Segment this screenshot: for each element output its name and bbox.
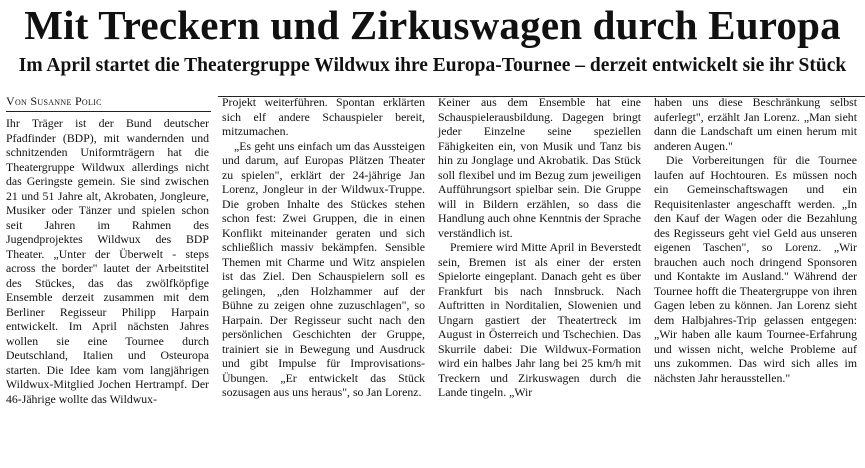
subheadline: Im April startet die Theatergruppe Wildwux ihre Europa-Tournee – derzeit entwickelt sie ihr Stück bbox=[18, 55, 847, 76]
paragraph: haben uns diese Beschränkung selbst auferlegt", erzählt Jan Lorenz. „Man sieht dann die Landschaft um einen herum mit anderen Augen." bbox=[654, 95, 857, 153]
article-column-4 bbox=[654, 95, 857, 385]
article-column-3 bbox=[438, 95, 641, 400]
paragraph: Die Vorbereitungen für die Tournee laufen auf Hochtouren. Es müssen noch ein Gemeinschaftswagen und ein Requisitenlaster angeschafft werden. „In den Kauf der Wagen oder die Bezahlung des Regisseurs geht viel Geld aus unseren eigenen Taschen", so Lorenz. „Wir brauchen auch noch dringend Sponsoren und Kontakte im Ausland." Während der Tournee hofft die Theatergruppe von ihren Gagen leben zu können. Jan Lorenz sieht dem Halbjahres-Trip gelassen entgegen: „Wir haben alle kaum Tournee-Erfahrung und wissen nicht, welche Probleme auf uns zukommen. Das wird sich alles im nächsten Jahr herausstellen." bbox=[654, 153, 857, 385]
paragraph: Ihr Träger ist der Bund deutscher Pfadfinder (BDP), mit wandernden und schnitzenden Uniformträgern hat die Theatergruppe Wildwux allerdings nicht das Geringste gemein. Sie sind zwischen 21 und 51 Jahre alt, Akrobaten, Jongleure, Musiker oder Tänzer und spielen schon seit Jahren im Rahmen des Jugendprojektes Wildwux des BDP Theater. „Unter der Überwelt - steps across the border" lautet der Arbeitstitel des Stückes, das das zwölfköpfige Ensemble derzeit zusammen mit dem Berliner Regisseur Philipp Harpain entwickelt. Im April nächsten Jahres wollen sie eine Tournee durch Deutschland, Italien und Osteuropa starten. Die Idee kam vom langjährigen Wildwux-Mitglied Jochen Hertrampf. Der 46-Jährige wollte das Wildwux- bbox=[6, 116, 209, 406]
byline-rule bbox=[6, 111, 211, 112]
article-column-2 bbox=[222, 95, 425, 400]
paragraph: Projekt weiterführen. Spontan erklärten sich elf andere Schauspieler bereit, mitzumachen. bbox=[222, 95, 425, 138]
paragraph: Premiere wird Mitte April in Beverstedt sein, Bremen ist als einer der ersten Spielorte eingeplant. Danach geht es über Frankfurt bis nach Innsbruck. Nach Auftritten in Norditalien, Slowenien und Ungarn gastiert der Theatertreck im August in Österreich und Tschechien. Das Skurrile dabei: Die Wildwux-Formation wird ein halbes Jahr lang bei 25 km/h mit Treckern und Zirkuswagen durch die Lande tingeln. „Wir bbox=[438, 240, 641, 399]
paragraph: „Es geht uns einfach um das Aussteigen und darum, auf Europas Plätzen Theater zu spielen", erklärt der 24-jährige Jan Lorenz, Jongleur in der Wildwux-Truppe. Die groben Inhalte des Stückes stehen schon fest: Zwei Gruppen, die in einen Konflikt miteinander geraten und sich schließlich massiv bekämpfen. Sensible Themen mit Charme und Witz anspielen ist das Ziel. Den Schauspielern soll es gelingen, „den Holzhammer auf der Bühne zu zeigen ohne zuzuschlagen", so Harpain. Der Regisseur sucht nach den persönlichen Geschichten der Gruppe, trainiert sie in Bewegung und Ausdruck und gibt Impulse für Improvisations-Übungen. „Er entwickelt das Stück sozusagen aus uns heraus", so Jan Lorenz. bbox=[222, 138, 425, 399]
paragraph: Keiner aus dem Ensemble hat eine Schauspielerausbildung. Dagegen bringt jeder Einzelne seine speziellen Fähigkeiten ein, von Musik und Tanz bis hin zu Jonglage und Akrobatik. Das Stück soll flexibel und im Bezug zum jeweiligen Aufführungsort spielbar sein. Die Gruppe will in Bildern erzählen, so dass die Handlung auch ohne Kenntnis der Sprache verständlich ist. bbox=[438, 95, 641, 240]
byline: Von Susanne Polic bbox=[6, 94, 102, 108]
article-column-1 bbox=[6, 116, 209, 406]
headline: Mit Treckern und Zirkuswagen durch Europa bbox=[24, 2, 841, 48]
